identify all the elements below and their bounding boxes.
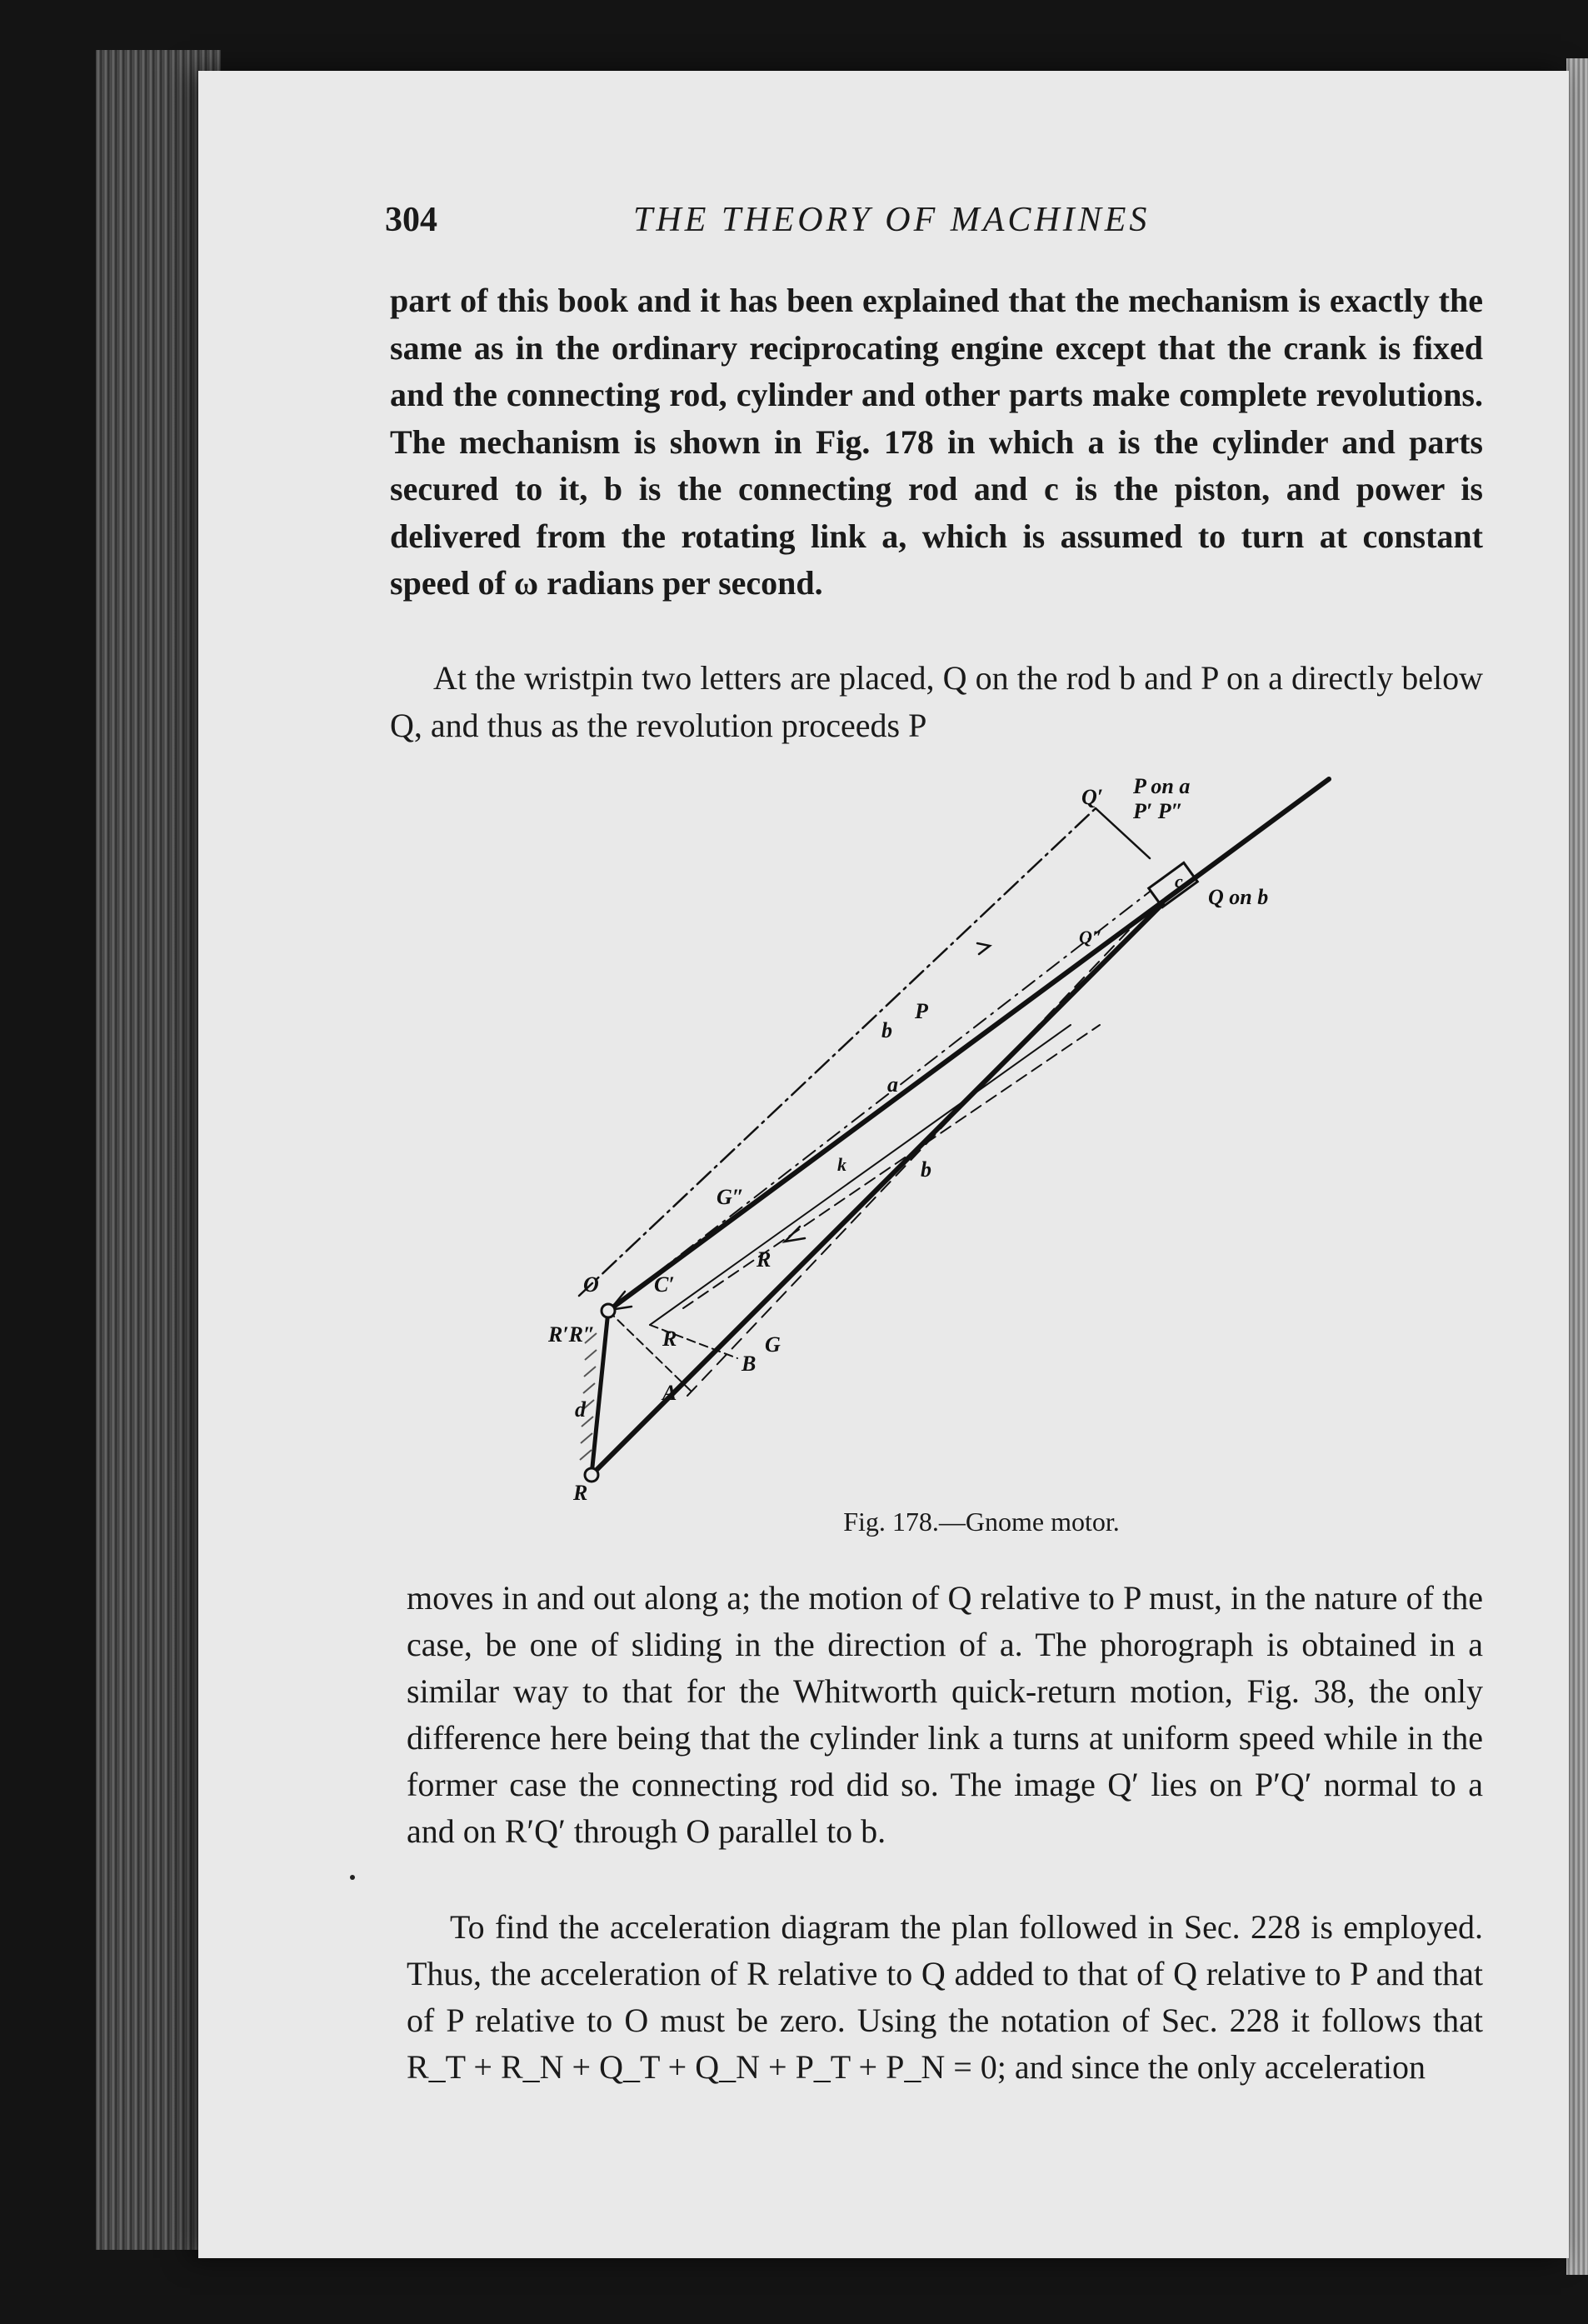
construction-line-1 [579,808,1096,1296]
label-q-double: Q″ [1079,927,1103,947]
paragraph-intro: part of this book and it has been explained that the mechanism is exactly the same as in the ordinary reciprocating engine except that the crank is fixed and the connecting rod, cylinder and other parts make complete revolutions. The mechanism is shown in Fig. 178 in which a is the cylinder and parts secured to it, b is the connecting rod and c is the piston, and power is delivered from the rotating link a, which is assumed to turn at constant speed of ω radians per second. [390,282,1483,602]
label-g: G [765,1332,781,1357]
paragraph-wristpin: At the wristpin two letters are placed, Q on the rod b and P on a directly below Q, and thus as the revolution proceeds P [390,659,1483,744]
label-rn: R [757,1247,772,1272]
construction-line-5 [683,1025,1100,1308]
label-o: O [583,1272,599,1297]
accel-line-rt [608,1311,692,1392]
label-pn: P [915,999,928,1023]
book-page-edges-right [1566,58,1588,2275]
paragraph-acceleration: To find the acceleration diagram the plan followed in Sec. 228 is employed. Thus, the acceleration of R relative to Q added to that of Q relative to P and that of P relative to O must be zero. Using the notation of Sec. 228 it follows that R_T + R_N + Q_T + Q_N + P_T + P_N = 0; and since the only acceleration [407,1908,1483,2086]
label-a-point: A [662,1381,677,1405]
construction-line-3 [687,912,1146,1396]
label-b-lower: b [921,1157,931,1182]
piston-block [1149,862,1198,907]
label-b-point: B [742,1352,757,1376]
page-number: 304 [385,201,437,239]
paragraph-phorograph: moves in and out along a; the motion of Q relative to P must, in the nature of the case, be one of sliding in the direction of a. The phorograph is obtained in a similar way to that for the Whitworth quick-return motion, Fig. 38, the only difference here being that the cylinder link a turns at uniform speed while in the former case the connecting rod did so. The image Q′ lies on P′Q′ normal to a and on R′Q′ through O parallel to b. [407,1579,1483,1850]
margin-mark [350,1875,355,1880]
label-r: R [573,1481,588,1500]
label-c: c [1175,871,1183,892]
figure-caption: Fig. 178.—Gnome motor. [843,1507,1120,1537]
label-q-on-b: Q on b [1208,885,1269,909]
label-a: a [887,1072,898,1097]
link-b-line [592,904,1162,1475]
running-title: THE THEORY OF MACHINES [633,201,1151,239]
label-c-prime: C′ [654,1272,675,1297]
construction-line-2 [608,892,1150,1311]
label-rt: R [662,1327,677,1351]
label-b-upper: b [881,1018,892,1042]
label-g-double: G″ [717,1185,745,1209]
link-a-line [608,779,1329,1311]
arrow-pn [977,943,990,954]
label-q-prime: Q′ [1081,785,1104,809]
label-p-on-a: P on a [1133,774,1191,798]
label-k: k [837,1154,846,1175]
gnome-motor-diagram [517,750,1400,1500]
arrow-rn [785,1227,805,1242]
label-p-prime: P′ P″ [1133,799,1183,823]
figure-178 [517,750,1400,1600]
page-header [385,200,1401,250]
label-r-prime: R′R″ [548,1322,596,1347]
label-d: d [575,1397,586,1422]
construction-line-4 [650,1025,1071,1325]
pivot-o [602,1304,615,1317]
pivot-r [585,1468,598,1482]
